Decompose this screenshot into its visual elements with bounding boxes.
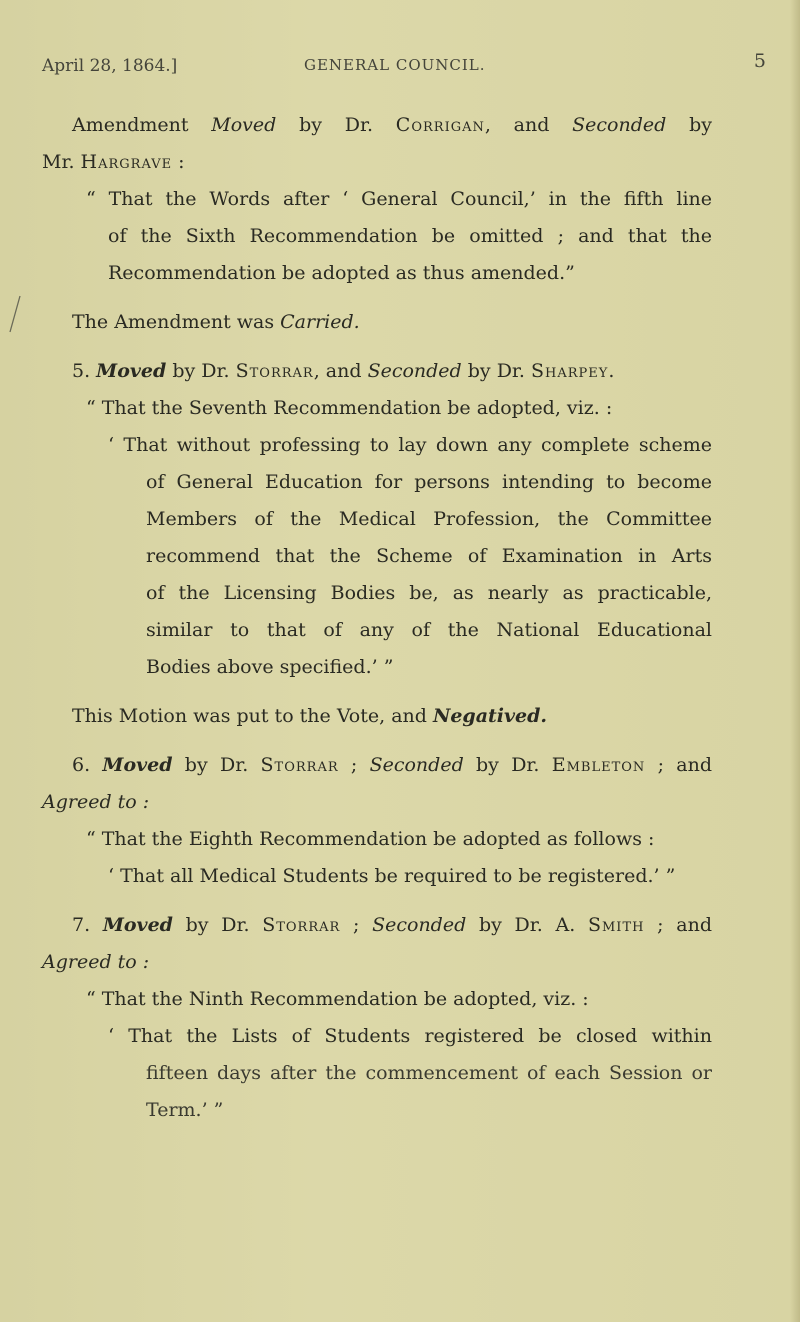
item-5-sub-6: similar to that of any of the National Educational [146,619,712,641]
amendment-quote-1: “ That the Words after ‘ General Council,’ in the fifth line [86,188,712,210]
item-5-sub-3: Members of the Medical Profession, the Committee [146,508,712,530]
item-6-line-1: 6. Moved by Dr. Storrar ; Seconded by Dr. Embleton ; and [72,754,712,776]
item-7-quote-1: “ That the Ninth Recommendation be adopted, viz. : [86,988,589,1010]
item-6-agreed: Agreed to : [42,791,150,813]
amendment-quote-3: Recommendation be adopted as thus amended.” [108,262,575,284]
amendment-line-2: Mr. Hargrave : [42,151,185,173]
page-edge-shadow [790,0,800,1322]
item-5-sub-1: ‘ That without professing to lay down any complete scheme [108,434,712,456]
page-number: 5 [753,50,766,72]
item-5-sub-2: of General Education for persons intending to become [146,471,712,493]
item-7-sub-2: fifteen days after the commencement of each Session or [146,1062,712,1084]
amendment-quote-2: of the Sixth Recommendation be omitted ; and that the [108,225,712,247]
amendment-line-1: Amendment Moved by Dr. Corrigan, and Seconded by [72,114,712,136]
pencil-mark-icon [7,294,21,336]
amendment-result: The Amendment was Carried. [72,311,360,333]
item-5-sub-7: Bodies above specified.’ ” [146,656,394,678]
item-7-sub-3: Term.’ ” [146,1099,224,1121]
item-5-quote-1: “ That the Seventh Recommendation be adopted, viz. : [86,397,613,419]
item-7-sub-1: ‘ That the Lists of Students registered be closed within [108,1025,712,1047]
header-date: April 28, 1864.] [42,56,178,76]
item-6-sub-1: ‘ That all Medical Students be required to be registered.’ ” [108,865,676,887]
header-title: GENERAL COUNCIL. [304,56,486,74]
item-6-quote-1: “ That the Eighth Recommendation be adopted as follows : [86,828,655,850]
item-7-agreed: Agreed to : [42,951,150,973]
item-7-line-1: 7. Moved by Dr. Storrar ; Seconded by Dr. A. Smith ; and [72,914,712,936]
item-5-sub-5: of the Licensing Bodies be, as nearly as practicable, [146,582,712,604]
item-5-result: This Motion was put to the Vote, and Negatived. [72,705,548,727]
running-header [42,50,766,80]
item-5-sub-4: recommend that the Scheme of Examination in Arts [146,545,712,567]
item-5-line-1: 5. Moved by Dr. Storrar, and Seconded by Dr. Sharpey. [72,360,615,382]
